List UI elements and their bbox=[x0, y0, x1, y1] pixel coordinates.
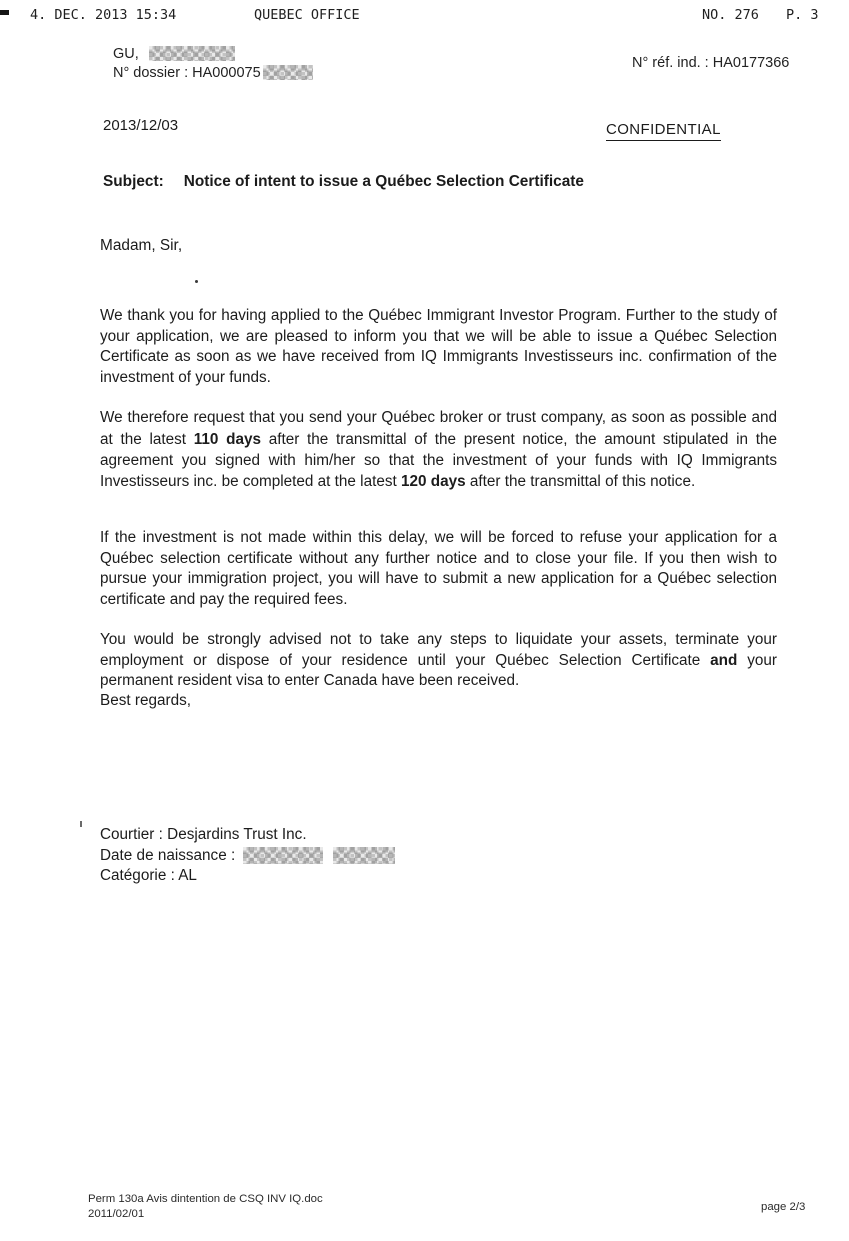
footer-document-info bbox=[88, 1192, 323, 1221]
paragraph-thank-you: We thank you for having applied to the Québec Immigrant Investor Program. Further to the study of your application, we are pleased to inform you that we will be able to issue a Québec Selection Certificate as soon as we have received from IQ Immigrants Investisseurs inc. confirmation of the investment of your funds. bbox=[100, 307, 777, 387]
paragraph-deadlines-text-1: We therefore request that you send your Québec broker or trust company, as soon as possible and at the latest bbox=[100, 409, 777, 448]
bold-110-days: 110 days bbox=[193, 430, 261, 448]
scan-artifact-tick bbox=[80, 821, 82, 827]
category-line: Catégorie : AL bbox=[100, 867, 197, 884]
fax-transmission-number: NO. 276 bbox=[702, 7, 759, 23]
paragraph-advice-text-1: You would be strongly advised not to take any steps to liquidate your assets, terminate your employment or dispose of your residence until your Québec Selection Certificate bbox=[100, 631, 777, 669]
scan-artifact-dot bbox=[195, 280, 198, 283]
redaction-block-birthdate-1 bbox=[243, 847, 323, 864]
paragraph-advice bbox=[100, 630, 777, 692]
paragraph-deadlines bbox=[100, 407, 777, 492]
redaction-block-dossier bbox=[263, 65, 313, 80]
paragraph-advice-text-2: your permanent resident visa to enter Canada have been received. bbox=[100, 651, 777, 690]
paragraph-refusal-warning: If the investment is not made within this delay, we will be forced to refuse your application for a Québec selection certificate without any further notice and to close your file. If you then wish to pursue your immigration project, you will have to submit a new application for a Québec selection certificate and pay the required fees. bbox=[100, 529, 777, 609]
recipient-name-line bbox=[113, 45, 313, 64]
footer-document-date: 2011/02/01 bbox=[88, 1207, 145, 1220]
closing-salutation: Best regards, bbox=[100, 692, 191, 709]
bold-120-days: 120 days bbox=[401, 472, 466, 490]
dossier-number-line bbox=[113, 64, 313, 83]
birthdate-line bbox=[100, 846, 395, 867]
courtier-line: Courtier : Desjardins Trust Inc. bbox=[100, 826, 307, 843]
applicant-data-block bbox=[100, 825, 395, 887]
salutation: Madam, Sir, bbox=[100, 237, 183, 254]
recipient-block bbox=[113, 45, 313, 83]
redaction-block-birthdate-2 bbox=[333, 847, 395, 864]
fax-timestamp: 4. DEC. 2013 15:34 bbox=[30, 7, 177, 23]
subject-text: Notice of intent to issue a Québec Selection Certificate bbox=[183, 173, 584, 190]
subject-label: Subject: bbox=[103, 173, 164, 190]
fax-sender-office: QUEBEC OFFICE bbox=[254, 7, 360, 23]
letter-date: 2013/12/03 bbox=[103, 117, 179, 134]
footer-page-indicator: page 2/3 bbox=[761, 1201, 806, 1213]
bold-and: and bbox=[710, 651, 738, 669]
birthdate-label: Date de naissance : bbox=[100, 846, 236, 864]
recipient-name: GU, bbox=[113, 46, 139, 62]
reference-number: N° réf. ind. : HA0177366 bbox=[632, 55, 790, 71]
paragraph-deadlines-text-3: after the transmittal of this notice. bbox=[465, 472, 696, 490]
dossier-number: N° dossier : HA000075 bbox=[113, 65, 261, 81]
confidential-stamp: CONFIDENTIAL bbox=[606, 121, 721, 141]
scan-edge-artifact bbox=[0, 10, 9, 15]
subject-line bbox=[103, 173, 584, 191]
paragraph-deadlines-text-2: after the transmittal of the present notice, the amount stipulated in the agreement you signed with him/her so that the investment of your funds with IQ Immigrants Investisseurs inc. be completed at the latest bbox=[100, 430, 777, 490]
redaction-block-name bbox=[149, 46, 235, 61]
footer-document-name: Perm 130a Avis dintention de CSQ INV IQ.doc bbox=[88, 1193, 323, 1205]
fax-page-number: P. 3 bbox=[786, 7, 819, 23]
